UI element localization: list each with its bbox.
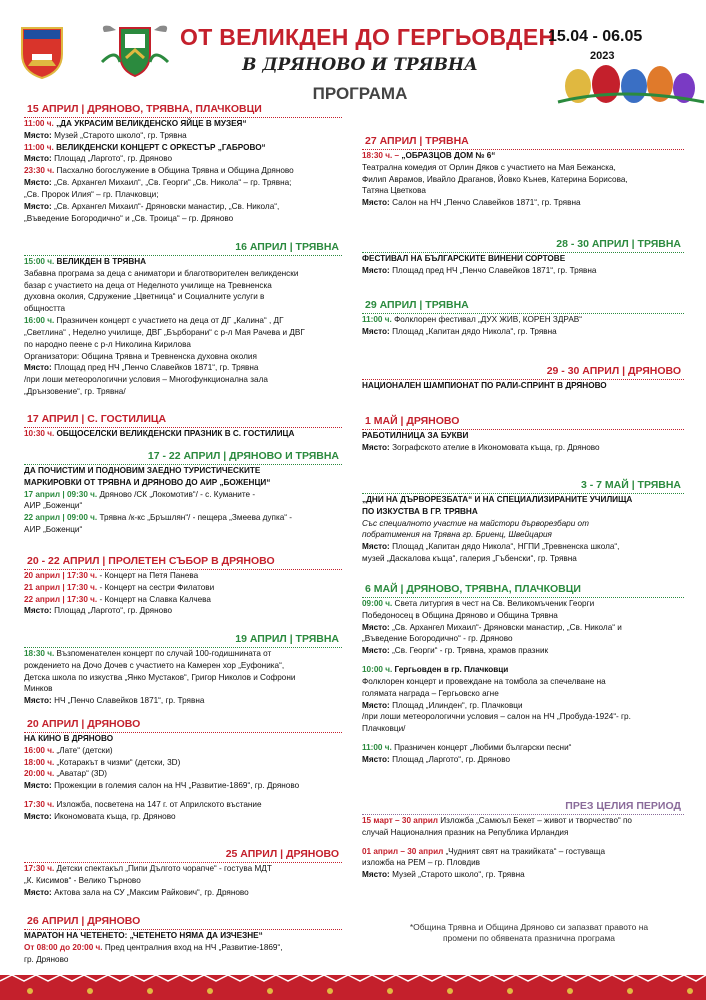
line-text: Празничен концерт с участието на деца от ДГ „Калина“ , ДГ	[56, 316, 284, 326]
line-text: „Св. Архангел Михаил“, „Св. Георги“ „Св. Никола“ – гр. Трявна;	[54, 178, 292, 188]
line-text: Площад „Ларгото“, гр. Дряново	[54, 606, 173, 616]
line-text: Икономовата къща, гр. Дряново	[54, 811, 176, 821]
section-heading-text: 25 АПРИЛ | ДРЯНОВО	[223, 848, 342, 862]
line-text: Салон на НЧ „Пенчо Славейков 1871“, гр. Трявна	[392, 198, 581, 208]
program-line	[24, 525, 342, 536]
program-line	[24, 375, 342, 386]
program-line	[24, 429, 342, 440]
main-title: ОТ ВЕЛИКДЕН ДО ГЕРГЬОВДЕН	[180, 24, 556, 50]
line-text: „ОБРАЗЦОВ ДОМ № 6“	[401, 151, 496, 160]
program-line	[362, 677, 684, 688]
program-line	[362, 847, 684, 858]
time-label: 20:00 ч.	[24, 769, 55, 779]
program-line	[24, 781, 342, 792]
program-line	[24, 864, 342, 875]
section-heading	[362, 238, 684, 253]
program-line	[24, 143, 342, 154]
line-text: Фолклорен фестивал „ДУХ ЖИВ, КОРЕН ЗДРАВ“	[394, 315, 582, 324]
line-text: /при лоши метеорологични условия – Многофункционална зала	[24, 375, 268, 385]
section-heading	[362, 135, 684, 150]
program-line	[362, 599, 684, 610]
section-heading	[24, 103, 342, 118]
program-line	[362, 495, 684, 506]
line-text: „К. Кисимов“ - Велико Търново	[24, 875, 141, 885]
time-label: 20 април | 17:30 ч.	[24, 571, 98, 580]
line-text: „ДНИ НА ДЪРВОРЕЗБАТА“ И НА СПЕЦИАЛИЗИРАНИТЕ УЧИЛИЩА	[362, 495, 633, 504]
time-label: 16:00 ч.	[24, 745, 55, 755]
program-line	[362, 870, 684, 881]
line-text: МАРАТОН НА ЧЕТЕНЕТО: „ЧЕТЕНЕТО НЯМА ДА ИЗЧЕЗНЕ“	[24, 931, 263, 940]
program-line	[24, 943, 342, 954]
line-text: „Чудният свят на тракийката“ – гостуваща	[445, 846, 606, 856]
line-text: АИР „Боженци“	[24, 501, 83, 511]
program-line	[362, 519, 684, 530]
venue-label: Място:	[362, 870, 390, 880]
line-text: базар с участието на деца от Неделното училище на Тревненска	[24, 280, 272, 290]
line-text: Организатори: Община Трявна и Тревненска духовна околия	[24, 351, 257, 361]
venue-label: Място:	[362, 442, 390, 452]
line-text: ПО ИЗКУСТВА В ГР. ТРЯВНА	[362, 506, 478, 516]
line-text: Татяна Цветкова	[362, 186, 426, 196]
line-text: Зографското ателие в Икономовата къща, гр. Дряново	[392, 442, 600, 452]
line-text: МАРКИРОВКИ ОТ ТРЯВНА И ДРЯНОВО ДО АИР „БОЖЕНЦИ“	[24, 477, 271, 487]
program-line	[362, 431, 684, 442]
right-section-2	[362, 238, 684, 277]
program-line	[24, 684, 342, 695]
line-text: РАБОТИЛНИЦА ЗА БУКВИ	[362, 431, 469, 440]
line-text: „Св. Архангел Михаил“- Дряновски манастир, „Св. Никола“,	[54, 201, 280, 211]
program-line	[24, 758, 342, 769]
program-line	[362, 623, 684, 634]
venue-label: Място:	[24, 887, 52, 897]
venue-label: Място:	[24, 154, 52, 164]
program-line	[24, 793, 342, 799]
program-line	[24, 595, 342, 606]
line-text: Фолклорен концерт и провеждане на томбола за спечелване на	[362, 676, 606, 686]
program-line	[362, 530, 684, 541]
time-label: 18:00 ч.	[24, 757, 55, 767]
program-line	[362, 724, 684, 735]
line-text: „Св. Архангел Михаил“- Дряновски манастир, „Св. Никола“ и	[392, 622, 622, 632]
line-text: ВЕЛИКДЕНСКИ КОНЦЕРТ С ОРКЕСТЪР „ГАБРОВО“	[56, 142, 266, 152]
program-line	[24, 583, 342, 594]
program-line	[24, 214, 342, 225]
time-label: От 08:00 до 20:00 ч.	[24, 942, 103, 952]
program-line	[24, 316, 342, 327]
tryavna-coat-of-arms-icon	[96, 18, 174, 80]
program-line	[24, 304, 342, 315]
line-text: Площад „Капитан дядо Никола“, гр. Трявна	[392, 326, 557, 336]
date-range: 15.04 - 06.05	[548, 28, 643, 45]
line-text: Площад „Ларгото“, гр. Дряново	[54, 154, 173, 164]
section-heading-text: 26 АПРИЛ | ДРЯНОВО	[24, 915, 143, 929]
program-line	[24, 696, 342, 707]
line-text: - Концерт на сестри Филатови	[99, 582, 215, 592]
section-heading-text: 27 АПРИЛ | ТРЯВНА	[362, 135, 472, 149]
time-label: 15 март – 30 април	[362, 816, 439, 825]
line-text: Детска школа по изкуства „Янко Мустаков“, Григор Николов и Софрони	[24, 672, 296, 682]
program-line	[362, 175, 684, 186]
program-line	[362, 443, 684, 454]
footer-line-1: *Община Трявна и Община Дряново си запазват правото на	[409, 922, 649, 932]
left-section-4	[24, 450, 342, 536]
program-line	[362, 542, 684, 553]
section-heading-text: 6 МАЙ | ДРЯНОВО, ТРЯВНА, ПЛАЧКОВЦИ	[362, 583, 584, 597]
program-line	[24, 352, 342, 363]
section-heading	[362, 800, 684, 815]
section-heading	[362, 479, 684, 494]
program-line	[24, 131, 342, 142]
time-label: 11:00 ч.	[362, 315, 392, 324]
section-heading-text: 20 АПРИЛ | ДРЯНОВО	[24, 718, 143, 732]
section-heading-text: 20 - 22 АПРИЛ | ПРОЛЕТЕН СЪБОР В ДРЯНОВО	[24, 555, 278, 569]
program-line	[362, 327, 684, 338]
venue-label: Място:	[24, 781, 52, 791]
time-label: 15:00 ч.	[24, 257, 55, 266]
section-heading-text: ПРЕЗ ЦЕЛИЯ ПЕРИОД	[562, 800, 684, 814]
line-text: общността	[24, 304, 66, 314]
time-label: 10:30 ч.	[24, 429, 55, 438]
program-line	[24, 661, 342, 672]
time-label: 17:30 ч.	[24, 800, 55, 810]
venue-label: Място:	[362, 646, 390, 656]
venue-label: Място:	[24, 696, 52, 706]
section-heading	[24, 241, 342, 256]
line-text: „Св. Георги“ - гр. Трявна, храмов празник	[392, 646, 549, 656]
line-text: Света литургия в чест на Св. Великомъченик Георги	[394, 599, 595, 608]
program-line	[362, 858, 684, 869]
program-line	[24, 501, 342, 512]
program-line	[24, 734, 342, 745]
left-section-9	[24, 915, 342, 965]
program-line	[24, 281, 342, 292]
program-line	[362, 755, 684, 766]
line-text: ВЕЛИКДЕН В ТРЯВНА	[56, 257, 147, 266]
time-label: 11:00 ч.	[362, 743, 392, 753]
line-text: Актова зала на СУ „Максим Райкович“, гр. Дряново	[54, 887, 249, 897]
section-heading	[24, 450, 342, 465]
program-line	[24, 328, 342, 339]
program-line	[24, 478, 342, 489]
program-line	[24, 490, 342, 501]
program-line	[362, 689, 684, 700]
line-text: Изложба „Самюъл Бекет – живот и творчество“ по	[440, 816, 632, 825]
program-line	[24, 257, 342, 268]
venue-label: Място:	[24, 606, 52, 616]
left-section-1	[24, 103, 342, 224]
easter-eggs-illustration-icon	[538, 56, 706, 108]
program-line	[362, 712, 684, 723]
line-text: Минков	[24, 684, 53, 694]
time-label: 16:00 ч.	[24, 316, 55, 326]
program-line	[24, 363, 342, 374]
program-line	[24, 190, 342, 201]
line-text: Изложба, посветена на 147 г. от Априлското въстание	[56, 800, 262, 810]
line-text: Музей „Старото школо“, гр. Трявна	[54, 130, 187, 140]
line-text: НА КИНО В ДРЯНОВО	[24, 734, 114, 743]
line-text: Трявна /к-кс „Бръшлян“/ - пещера „Змеева дупка“ -	[99, 513, 293, 523]
line-text: „Дрънзовение“, гр. Трявна/	[24, 387, 126, 397]
program-line	[24, 649, 342, 660]
line-text: „Аватар“ (3D)	[56, 769, 108, 779]
time-label: 23:30 ч.	[24, 166, 55, 176]
line-text: Забавна програма за деца с аниматори и благотворителен великденски	[24, 268, 299, 278]
time-label: 18:30 ч. –	[362, 151, 400, 160]
footer-line-2: промени по обявената празнична програма	[442, 933, 616, 944]
program-line	[24, 269, 342, 280]
line-text: - Концерт на Славка Калчева	[99, 594, 211, 604]
venue-label: Място:	[362, 622, 390, 632]
line-text: „Котаракът в чизми“ (детски, 3D)	[56, 757, 181, 767]
line-text: Пасхално богослужение в Община Трявна и Община Дряново	[56, 166, 294, 176]
line-text: НЧ „Пенчо Славейков 1871“, гр. Трявна	[54, 696, 205, 706]
line-text: музей „Даскалова къща“, галерия „Гъбенски“, гр. Трявна	[362, 554, 577, 564]
line-text: „ДА УКРАСИМ ВЕЛИКДЕНСКО ЯЙЦЕ В МУЗЕЯ“	[56, 119, 247, 128]
dryanovo-coat-of-arms-icon	[18, 24, 66, 80]
program-line	[24, 466, 342, 477]
section-heading-text: 29 АПРИЛ | ТРЯВНА	[362, 299, 472, 313]
line-text: - Концерт на Петя Панева	[99, 571, 199, 580]
left-section-6	[24, 633, 342, 707]
line-text: побратимения на Трявна гр. Бриенц, Швейцария	[362, 530, 552, 540]
line-text: Театрална комедия от Орлин Дяков с участието на Мая Бежанска,	[362, 162, 616, 172]
section-heading	[362, 365, 684, 380]
line-text: Филип Аврамов, Ивайло Драганов, Йовко Кънев, Катерина Борисова,	[362, 174, 628, 184]
venue-label: Място:	[24, 201, 52, 211]
line-text: Плачковци/	[362, 724, 406, 734]
line-text: изложба на РЕМ – гр. Пловдив	[362, 858, 481, 868]
right-section-7	[362, 583, 684, 766]
program-line	[24, 513, 342, 524]
venue-label: Място:	[362, 265, 390, 275]
program-line	[24, 154, 342, 165]
program-line	[362, 646, 684, 657]
venue-label: Място:	[362, 700, 390, 710]
program-line	[362, 743, 684, 754]
line-text: Музей „Старото школо“, гр. Трявна	[392, 870, 525, 880]
line-text: ФЕСТИВАЛ НА БЪЛГАРСКИТЕ ВИНЕНИ СОРТОВЕ	[362, 254, 566, 263]
right-section-6	[362, 479, 684, 565]
venue-label: Място:	[362, 198, 390, 208]
line-text: „Св. Пророк Илия“ – гр. Плачковци;	[24, 189, 159, 199]
program-line	[24, 769, 342, 780]
time-label: 10:00 ч.	[362, 665, 393, 675]
right-section-5	[362, 415, 684, 454]
program-line	[24, 746, 342, 757]
subtitle: В ДРЯНОВО И ТРЯВНА	[242, 55, 478, 75]
line-text: Площад пред НЧ „Пенчо Славейков 1871“, гр. Трявна	[54, 363, 259, 373]
section-heading-text: 1 МАЙ | ДРЯНОВО	[362, 415, 462, 429]
line-text: Детски спектакъл „Пипи Дългото чорапче“ - гостува МДТ	[56, 864, 272, 873]
time-label: 22 април | 09:00 ч.	[24, 513, 98, 523]
program-line	[24, 178, 342, 189]
line-text: Прожекции в големия салон на НЧ „Развитие-1869“, гр. Дряново	[54, 781, 300, 791]
left-section-5	[24, 555, 342, 617]
line-text: „Въведение Богородично“ и „Св. Троица“ – гр. Дряново	[24, 213, 234, 223]
program-line	[362, 701, 684, 712]
left-section-7	[24, 718, 342, 823]
program-line	[24, 292, 342, 303]
program-line	[24, 888, 342, 899]
program-line	[24, 876, 342, 887]
program-line	[24, 955, 342, 966]
line-text: Пред централния вход на НЧ „Развитие-1869“,	[104, 942, 283, 952]
time-label: 22 април | 17:30 ч.	[24, 594, 98, 604]
program-line	[362, 163, 684, 174]
section-heading	[362, 583, 684, 598]
line-text: Площад „Капитан дядо Никола“, НГПИ „Тревненска школа“,	[392, 542, 620, 552]
line-text: „Въведение Богородично“ - гр. Дряново	[362, 634, 513, 644]
program-line	[24, 119, 342, 130]
line-text: духовна околия, Сдружение „Цветница“ и Социалните услуги в	[24, 292, 265, 302]
section-heading-text: 16 АПРИЛ | ТРЯВНА	[232, 241, 342, 255]
section-heading-text: 19 АПРИЛ | ТРЯВНА	[232, 633, 342, 647]
section-heading	[362, 299, 684, 314]
program-line	[362, 151, 684, 162]
program-line	[362, 315, 684, 326]
venue-label: Място:	[24, 811, 52, 821]
section-heading-text: 28 - 30 АПРИЛ | ТРЯВНА	[553, 238, 684, 252]
line-text: гр. Дряново	[24, 954, 69, 964]
left-section-2	[24, 241, 342, 398]
line-text: „Лате“ (детски)	[56, 745, 113, 755]
program-line	[24, 571, 342, 582]
venue-label: Място:	[24, 130, 52, 140]
line-text: Площад „Илинден“, гр. Плачковци	[392, 700, 523, 710]
time-label: 17 април | 09:30 ч.	[24, 489, 98, 499]
line-text: ОБЩОСЕЛСКИ ВЕЛИКДЕНСКИ ПРАЗНИК В С. ГОСТИЛИЦА	[56, 429, 295, 438]
page-header	[0, 0, 706, 112]
program-line	[362, 266, 684, 277]
right-section-1	[362, 135, 684, 209]
program-line	[362, 658, 684, 664]
decorative-border-ribbon-icon	[0, 975, 706, 1000]
program-line	[24, 931, 342, 942]
time-label: 09:00 ч.	[362, 599, 393, 608]
program-line	[362, 198, 684, 209]
program-line	[362, 665, 684, 676]
line-text: „Светлина“ , Неделно училище, ДВГ „Бърборани“ с р-л Мая Рачева и ДВГ	[24, 327, 305, 337]
time-label: 18:30 ч.	[24, 649, 55, 658]
venue-label: Място:	[362, 542, 390, 552]
section-heading	[24, 413, 342, 428]
time-label: 11:00 ч.	[24, 119, 54, 128]
time-label: 21 април | 17:30 ч.	[24, 582, 98, 592]
right-section-4	[362, 365, 684, 392]
program-line	[362, 840, 684, 846]
venue-label: Място:	[362, 754, 390, 764]
venue-label: Място:	[24, 363, 52, 373]
right-section-8	[362, 800, 684, 881]
line-text: АИР „Боженци“	[24, 525, 83, 535]
section-heading	[362, 415, 684, 430]
program-line	[362, 634, 684, 645]
program-line	[24, 166, 342, 177]
section-heading	[24, 555, 342, 570]
program-line	[362, 828, 684, 839]
program-line	[24, 673, 342, 684]
program-line	[362, 381, 684, 392]
left-section-3	[24, 413, 342, 440]
program-heading: ПРОГРАМА	[312, 84, 408, 103]
program-line	[24, 340, 342, 351]
line-text: /при лоши метеорологични условия – салон на НЧ „Пробуда-1924“- гр.	[362, 712, 631, 722]
venue-label: Място:	[24, 178, 52, 188]
venue-label: Място:	[362, 326, 390, 336]
section-heading	[24, 915, 342, 930]
line-text: Със специалното участие на майстори дърворезбари от	[362, 518, 589, 528]
time-label: 17:30 ч.	[24, 864, 55, 873]
program-line	[24, 812, 342, 823]
section-heading-text: 15 АПРИЛ | ДРЯНОВО, ТРЯВНА, ПЛАЧКОВЦИ	[24, 103, 265, 117]
program-line	[24, 606, 342, 617]
program-line	[24, 387, 342, 398]
section-heading	[24, 633, 342, 648]
line-text: Гергьовден в гр. Плачковци	[394, 665, 509, 675]
time-label: 11:00 ч.	[24, 142, 54, 152]
line-text: Победоносец в Община Дряново и Община Трявна	[362, 610, 558, 620]
left-section-8	[24, 848, 342, 898]
line-text: НАЦИОНАЛЕН ШАМПИОНАТ ПО РАЛИ-СПРИНТ В ДРЯНОВО	[362, 381, 607, 390]
program-line	[362, 554, 684, 565]
line-text: Дряново /СК „Локомотив“/ - с. Куманите -	[99, 489, 256, 499]
line-text: ДА ПОЧИСТИМ И ПОДНОВИМ ЗАЕДНО ТУРИСТИЧЕСКИТЕ	[24, 466, 261, 475]
line-text: рождението на Дочо Дочев с участието на Камерен хор „Еуфоника“,	[24, 660, 285, 670]
program-line	[362, 507, 684, 518]
section-heading-text: 29 - 30 АПРИЛ | ДРЯНОВО	[544, 365, 684, 379]
line-text: голямата награда – Гергьовско агне	[362, 688, 499, 698]
footer-note	[370, 922, 688, 944]
line-text: случай Националния празник на Република Ирландия	[362, 827, 569, 837]
line-text: Площад „Ларгото“, гр. Дряново	[392, 754, 511, 764]
line-text: Възпоменателен концерт по случай 100-годишнината от	[56, 649, 272, 658]
program-line	[362, 816, 684, 827]
line-text: Празничен концерт „Любими български песни“	[394, 743, 572, 753]
program-line	[24, 800, 342, 811]
line-text: по народно пеене с р-л Николина Кирилова	[24, 339, 191, 349]
program-line	[362, 736, 684, 742]
section-heading-text: 17 АПРИЛ | С. ГОСТИЛИЦА	[24, 413, 169, 427]
line-text: Площад пред НЧ „Пенчо Славейков 1871“, гр. Трявна	[392, 265, 597, 275]
program-line	[24, 202, 342, 213]
time-label: 01 април – 30 април	[362, 846, 444, 856]
right-section-3	[362, 299, 684, 338]
section-heading-text: 17 - 22 АПРИЛ | ДРЯНОВО И ТРЯВНА	[145, 450, 342, 464]
program-line	[362, 611, 684, 622]
program-line	[362, 186, 684, 197]
year: 2023	[590, 50, 615, 62]
section-heading	[24, 848, 342, 863]
section-heading	[24, 718, 342, 733]
section-heading-text: 3 - 7 МАЙ | ТРЯВНА	[578, 479, 684, 493]
program-line	[362, 254, 684, 265]
